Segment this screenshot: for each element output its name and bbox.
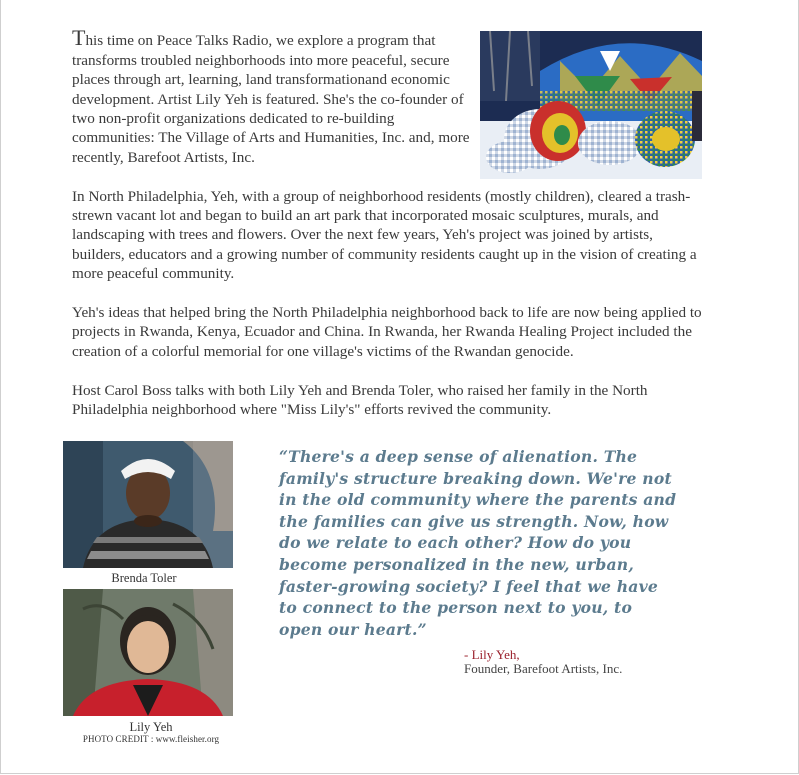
article-paragraph-3: Yeh's ideas that helped bring the North Philadelphia neighborhood back to life are now being applied to projects in Rwanda, Kenya, Ecuador and China. In Rwanda, her Rwanda Healing Project included the creation of a colorful memorial for one village's victims of the Rwandan genocide.	[72, 304, 702, 360]
article-body	[72, 12, 702, 439]
dropcap-letter: T	[72, 25, 86, 51]
lily-yeh-caption: Lily Yeh	[129, 720, 173, 734]
article-paragraph-2: In North Philadelphia, Yeh, with a group of neighborhood residents (mostly children), cleared a trash-strewn vacant lot and began to build an art park that incorporated mosaic sculptures, murals, and landscaping with trees and flowers. Over the next few years, Yeh's project was joined by artists, builders, educators and a growing number of community residents caught up in the vision of creating a more peaceful community.	[72, 187, 697, 283]
quote-attribution-name: - Lily Yeh,	[464, 647, 520, 662]
lily-yeh-photo	[63, 589, 233, 716]
brenda-toler-caption: Brenda Toler	[111, 571, 177, 585]
article-paragraph-4: Host Carol Boss talks with both Lily Yeh and Brenda Toler, who raised her family in the North Philadelphia neighborhood where "Miss Lily's" efforts revived the community.	[72, 381, 648, 419]
lily-yeh-quote: “There's a deep sense of alienation. The family's structure breaking down. We're not in the old community where the parents and the families can give us strength. Now, how do we relate to each other? How do you become personalized in the new, urban, faster-growing society? I feel that we have to connect to the person next to you, to open our heart.”	[279, 447, 677, 639]
brenda-toler-photo	[63, 441, 233, 568]
mosaic-art-park-photo	[480, 31, 702, 179]
article-paragraph-1-text: his time on Peace Talks Radio, we explore a program that transforms troubled neighborhoods into more peaceful, secure places through art, learning, land transformationand economic development. Artist Lily Yeh is featured. She's the co-founder of two non-profit organizations dedicated to re-building communities: The Village of Arts and Humanities, Inc. and, more recently, Barefoot Artists, Inc.	[72, 32, 470, 166]
quote-attribution-title: Founder, Barefoot Artists, Inc.	[464, 661, 623, 676]
photo-credit: PHOTO CREDIT : www.fleisher.org	[82, 734, 220, 744]
